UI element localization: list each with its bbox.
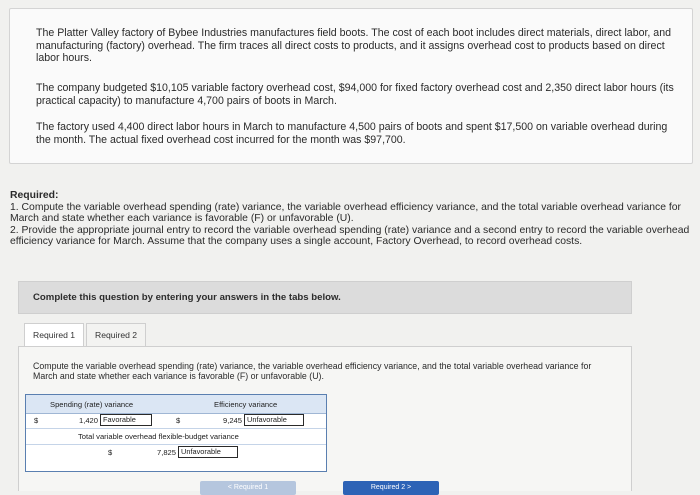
problem-paragraph-3: The factory used 4,400 direct labor hours in March to manufacture 4,500 pairs of boots and spent $17,500 on variable overhead during the month. The actual fixed overhead cost incurred for the month was $97,700. xyxy=(36,121,668,146)
instructions-banner xyxy=(18,281,632,314)
row-divider xyxy=(26,444,326,445)
next-required-button[interactable]: Required 2 > xyxy=(343,481,439,495)
tab-content xyxy=(18,346,632,491)
banner-text: Complete this question by entering your answers in the tabs below. xyxy=(33,292,341,303)
required-item-2: 2. Provide the appropriate journal entry to record the variable overhead spending (rate) variance and a second entry to record the variable overhead efficiency variance for March. Assume that the company uses a single account, Factory Overhead, to record overhead costs. xyxy=(10,224,690,248)
spending-status-select[interactable]: Favorable xyxy=(100,414,152,426)
spending-variance-header: Spending (rate) variance xyxy=(50,400,134,409)
problem-statement xyxy=(9,8,693,164)
spending-variance-input[interactable]: 1,420 xyxy=(78,416,98,425)
problem-paragraph-1: The Platter Valley factory of Bybee Industries manufactures field boots. The cost of each boot includes direct materials, direct labor, and manufacturing (factory) overhead. The firm traces all direct costs to products, and it assigns overhead cost to products based on direct labor hours. xyxy=(36,27,671,64)
required-heading: Required: xyxy=(10,190,59,201)
total-status-select[interactable]: Unfavorable xyxy=(178,446,238,458)
table-header-row xyxy=(26,395,326,414)
tab-required-2[interactable]: Required 2 xyxy=(86,323,146,347)
prev-required-button[interactable]: < Required 1 xyxy=(200,481,296,495)
tab-bar xyxy=(24,323,148,347)
tab-instructions: Compute the variable overhead spending (rate) variance, the variable overhead efficiency variance, and the total variable overhead variance for March and state whether each variance is favorable (F) or unfavorable (U). xyxy=(33,361,592,381)
efficiency-status-select[interactable]: Unfavorable xyxy=(244,414,304,426)
efficiency-variance-header: Efficiency variance xyxy=(214,400,278,409)
total-currency: $ xyxy=(108,448,113,457)
spending-currency: $ xyxy=(34,416,39,425)
total-variance-label: Total variable overhead flexible-budget variance xyxy=(78,432,239,441)
total-variance-input[interactable]: 7,825 xyxy=(156,448,176,457)
tab-required-1[interactable]: Required 1 xyxy=(24,323,84,347)
efficiency-variance-input[interactable]: 9,245 xyxy=(222,416,242,425)
row-divider xyxy=(26,428,326,429)
required-item-1: 1. Compute the variable overhead spending (rate) variance, the variable overhead efficiency variance, and the total variable overhead variance for March and state whether each variance is favorable (F) or unfavorable (U). xyxy=(10,201,681,225)
required-section xyxy=(10,190,694,248)
efficiency-currency: $ xyxy=(176,416,181,425)
problem-paragraph-2: The company budgeted $10,105 variable factory overhead cost, $94,000 for fixed factory overhead cost and 2,350 direct labor hours (its practical capacity) to manufacture 4,700 pairs of boots in March. xyxy=(36,82,674,107)
variance-table xyxy=(25,394,327,472)
